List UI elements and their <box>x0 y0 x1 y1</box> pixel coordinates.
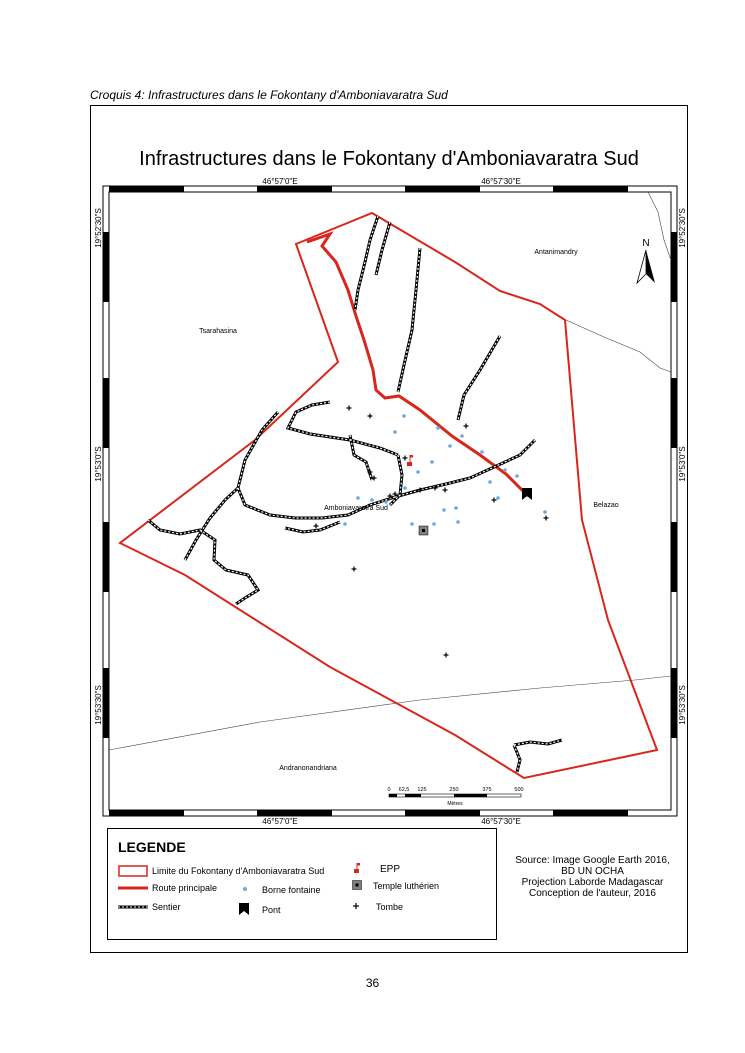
inner-neatline <box>109 192 671 810</box>
scale-tick-3: 250 <box>449 787 459 793</box>
scale-tick-4: 375 <box>482 787 492 793</box>
scale-unit: Mètres <box>447 801 463 807</box>
scale-tick-5: 500 <box>514 787 524 793</box>
legend-tombe-label: Tombe <box>376 902 404 912</box>
left-border-ticks <box>103 232 109 738</box>
source-line-4: Conception de l'auteur, 2016 <box>528 888 656 899</box>
legend-title: LEGENDE <box>118 839 186 855</box>
graticule-left-mid: 19°53'0"S <box>94 446 103 482</box>
sentier-paths-inner <box>148 216 562 772</box>
legend-sentier-symbol <box>118 904 148 910</box>
source-line-1: Source: Image Google Earth 2016, <box>515 855 670 866</box>
legend-route-label: Route principale <box>152 883 218 893</box>
page-number: 36 <box>365 976 380 990</box>
figure-caption: Croquis 4: Infrastructures dans le Fokontany d'Amboniavaratra Sud <box>90 88 448 102</box>
source-line-2: BD UN OCHA <box>561 866 624 877</box>
legend-temple-label: Temple luthérien <box>373 881 440 891</box>
legend-limite-symbol <box>118 865 148 877</box>
pont-point <box>522 488 532 500</box>
map-title: Infrastructures dans le Fokontany d'Amboniavaratra Sud <box>139 148 639 170</box>
place-amboniavaratra: Amboniavaratra Sud <box>324 505 388 512</box>
legend-limite-label: Limite du Fokontany d'Amboniavaratra Sud <box>152 866 325 876</box>
graticule-top-right: 46°57'30"E <box>481 177 521 186</box>
epp-point <box>407 455 413 466</box>
legend-borne-label: Borne fontaine <box>262 885 321 895</box>
sentier-paths <box>148 216 562 772</box>
legend-route-symbol <box>118 885 148 891</box>
graticule-right-top: 19°52'30"S <box>678 208 687 248</box>
source-line-3: Projection Laborde Madagascar <box>521 877 664 888</box>
legend-borne-symbol <box>241 885 249 893</box>
legend-pont-symbol <box>239 903 249 915</box>
place-andranonandriana: Andranonandriana <box>279 765 337 772</box>
legend-epp-label: EPP <box>380 864 401 875</box>
scale-tick-0: 0 <box>387 787 391 793</box>
legend <box>107 828 497 940</box>
neighbour-boundaries <box>109 192 671 750</box>
neatline <box>103 186 677 816</box>
graticule-right-mid: 19°53'0"S <box>678 446 687 482</box>
graticule-bottom-right: 46°57'30"E <box>481 817 521 826</box>
bottom-border-ticks <box>109 810 628 816</box>
legend-tombe-symbol <box>352 902 360 910</box>
temple-point <box>419 526 428 535</box>
graticule-bottom-left: 46°57'0"E <box>262 817 298 826</box>
source-block <box>500 855 685 899</box>
place-antanimandry: Antanimandry <box>534 249 578 256</box>
scale-tick-2: 125 <box>417 787 427 793</box>
graticule-left-top: 19°52'30"S <box>94 208 103 248</box>
tombe-points <box>314 406 549 658</box>
right-border-ticks <box>671 232 677 738</box>
graticule-top-left: 46°57'0"E <box>262 177 298 186</box>
graticule-right-bottom: 19°53'30"S <box>678 685 687 725</box>
place-belazao: Belazao <box>593 502 619 509</box>
legend-pont-label: Pont <box>262 905 281 915</box>
legend-temple-symbol <box>352 880 362 890</box>
scale-tick-1: 62,5 <box>398 787 410 793</box>
north-label: N <box>642 238 650 249</box>
place-tsarahasina: Tsarahasina <box>199 328 237 335</box>
scale-bar <box>387 787 523 807</box>
graticule-left-bottom: 19°53'30"S <box>94 685 103 725</box>
legend-epp-symbol <box>352 863 362 875</box>
legend-sentier-label: Sentier <box>152 902 181 912</box>
top-border-ticks <box>109 186 628 192</box>
north-arrow-icon <box>637 238 655 283</box>
